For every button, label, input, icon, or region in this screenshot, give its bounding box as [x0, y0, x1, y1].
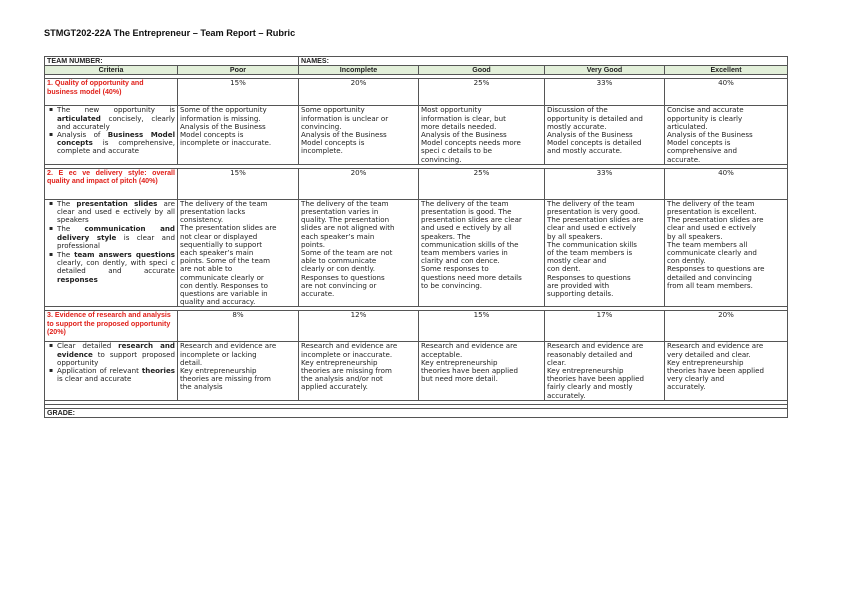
- descriptor-line: presentation varies in: [301, 207, 379, 217]
- criterion-1-poor-percentage: 15%: [178, 79, 299, 106]
- descriptor-line: presentation lacks: [180, 207, 246, 217]
- criterion-1-poor-descriptor: [178, 106, 299, 164]
- criterion-3-very-good-descriptor: [545, 342, 665, 400]
- descriptor-line: more details needed.: [421, 121, 497, 131]
- descriptor-line: articulated.: [667, 121, 708, 131]
- descriptor-line: Research and evidence are: [421, 341, 518, 351]
- criterion-1-bullets: [45, 106, 178, 164]
- descriptor-line: mostly accurate.: [547, 121, 607, 131]
- descriptor-line: information is clear, but: [421, 113, 506, 123]
- descriptor-line: presentation is very good.: [547, 207, 640, 217]
- descriptor-line: Some of the team are not: [301, 248, 393, 258]
- criterion-3-very-good-percentage: 17%: [545, 311, 665, 342]
- descriptor-line: and used e ectively by all: [421, 223, 512, 233]
- criterion-3-title: 3. Evidence of research and analysis to support the proposed opportunity (20%): [45, 311, 178, 342]
- column-header-incomplete: Incomplete: [299, 66, 419, 75]
- descriptor-line: Model concepts is: [180, 130, 244, 140]
- descriptor-line: applied accurately.: [301, 382, 368, 392]
- descriptor-line: mostly clear and: [547, 256, 607, 266]
- descriptor-line: Analysis of the Business: [180, 121, 266, 131]
- column-header-very-good: Very Good: [545, 66, 665, 75]
- criterion-2-good-percentage: 25%: [419, 168, 545, 199]
- descriptor-line: and mostly accurate.: [547, 146, 623, 156]
- descriptor-line: but need more detail.: [421, 374, 498, 384]
- descriptor-line: the analysis and/or not: [301, 374, 383, 384]
- descriptor-line: The team members all: [667, 239, 748, 249]
- descriptor-line: are not convincing or: [301, 280, 377, 290]
- descriptor-line: are not able to: [180, 264, 233, 274]
- column-header-criteria: Criteria: [45, 66, 178, 75]
- descriptor-line: detailed and convincing: [667, 272, 752, 282]
- descriptor-line: The delivery of the team: [180, 198, 268, 208]
- criterion-2-very-good-percentage: 33%: [545, 168, 665, 199]
- descriptor-line: opportunity is clearly: [667, 113, 743, 123]
- descriptor-line: Discussion of the: [547, 105, 608, 115]
- descriptor-line: incomplete or lacking: [180, 349, 257, 359]
- team-number-field[interactable]: [45, 57, 299, 66]
- descriptor-line: to be convincing.: [421, 280, 483, 290]
- descriptor-line: Analysis of the Business: [301, 130, 387, 140]
- descriptor-line: information is unclear or: [301, 113, 389, 123]
- team-number-label: TEAM NUMBER:: [47, 57, 103, 65]
- descriptor-line: presentation slides are clear: [421, 215, 522, 225]
- descriptor-line: Some responses to: [421, 264, 489, 274]
- descriptor-line: information is missing.: [180, 113, 261, 123]
- criterion-2-bullets: [45, 199, 178, 307]
- criterion-3-excellent-descriptor: [665, 342, 788, 400]
- criterion-2-bullet-2: ▪ The communication and delivery style is clear and professional: [57, 225, 175, 250]
- descriptor-line: accurately.: [547, 390, 586, 400]
- descriptor-line: speakers. The: [421, 231, 471, 241]
- descriptor-line: Some opportunity: [301, 105, 365, 115]
- criterion-2-excellent-percentage: 40%: [665, 168, 788, 199]
- descriptor-line: points. Some of the team: [180, 256, 271, 266]
- descriptor-line: Research and evidence are: [301, 341, 398, 351]
- descriptor-line: theories have been applied: [667, 366, 764, 376]
- descriptor-line: The delivery of the team: [301, 198, 389, 208]
- descriptor-line: questions are variable in: [180, 289, 268, 299]
- descriptor-line: clear and used e ectively: [667, 223, 757, 233]
- descriptor-line: theories are missing from: [180, 374, 271, 384]
- criterion-3-poor-percentage: 8%: [178, 311, 299, 342]
- criterion-1-very-good-percentage: 33%: [545, 79, 665, 106]
- descriptor-line: clear and used e ectively: [547, 223, 637, 233]
- column-header-excellent: Excellent: [665, 66, 788, 75]
- descriptor-line: very detailed and clear.: [667, 349, 751, 359]
- names-field[interactable]: [299, 57, 788, 66]
- descriptor-line: Research and evidence are: [547, 341, 644, 351]
- criterion-1-bullet-2: ▪ Analysis of Business Model concepts is comprehensive, complete and accurate: [57, 131, 175, 156]
- descriptor-line: presentation is excellent.: [667, 207, 757, 217]
- descriptor-line: quality. The presentation: [301, 215, 390, 225]
- descriptor-line: clearly or con dently.: [301, 264, 375, 274]
- descriptor-line: slides are not aligned with: [301, 223, 395, 233]
- descriptor-line: convincing.: [421, 154, 462, 164]
- descriptor-line: communicate clearly or: [180, 272, 264, 282]
- criterion-3-excellent-percentage: 20%: [665, 311, 788, 342]
- criterion-3-incomplete-descriptor: [299, 342, 419, 400]
- descriptor-line: fairly clearly and mostly: [547, 382, 633, 392]
- descriptor-line: The presentation slides are: [180, 223, 277, 233]
- criterion-2-title: 2. E ec ve delivery style: overall quality and impact of pitch (40%): [45, 168, 178, 199]
- criterion-3-percentage-row: [45, 311, 788, 342]
- descriptor-line: sequentially to support: [180, 239, 263, 249]
- criterion-2-incomplete-descriptor: [299, 199, 419, 307]
- descriptor-line: theories are missing from: [301, 366, 392, 376]
- descriptor-line: incomplete.: [301, 146, 343, 156]
- criterion-1-bullet-1: ▪ The new opportunity is articulated concisely, clearly and accurately: [57, 106, 175, 131]
- criterion-1-incomplete-percentage: 20%: [299, 79, 419, 106]
- document-title: STMGT202-22A The Entrepreneur – Team Report – Rubric: [44, 28, 296, 38]
- descriptor-line: Analysis of the Business: [547, 130, 633, 140]
- criterion-1-excellent-descriptor: [665, 106, 788, 164]
- descriptor-line: the analysis: [180, 382, 223, 392]
- criterion-3-good-descriptor: [419, 342, 545, 400]
- descriptor-line: Research and evidence are: [667, 341, 764, 351]
- descriptor-line: Analysis of the Business: [421, 130, 507, 140]
- descriptor-line: accurately.: [667, 382, 706, 392]
- descriptor-line: team members varies in: [421, 248, 508, 258]
- descriptor-line: Key entrepreneurship: [667, 357, 744, 367]
- descriptor-line: accurate.: [667, 154, 701, 164]
- descriptor-line: questions need more details: [421, 272, 522, 282]
- descriptor-line: acceptable.: [421, 349, 463, 359]
- descriptor-line: of the team members is: [547, 248, 633, 258]
- descriptor-line: The presentation slides are: [667, 215, 764, 225]
- descriptor-line: convincing.: [301, 121, 342, 131]
- descriptor-line: presentation is good. The: [421, 207, 512, 217]
- descriptor-line: by all speakers.: [547, 231, 603, 241]
- descriptor-line: theories have been applied: [547, 374, 644, 384]
- criterion-3-good-percentage: 15%: [419, 311, 545, 342]
- descriptor-line: consistency.: [180, 215, 224, 225]
- criterion-3-bullets: [45, 342, 178, 400]
- criterion-3-bullet-1: ▪ Clear detailed research and evidence to support proposed opportunity: [57, 342, 175, 367]
- descriptor-line: are provided with: [547, 280, 610, 290]
- descriptor-line: Model concepts needs more: [421, 138, 521, 148]
- column-header-good: Good: [419, 66, 545, 75]
- descriptor-line: con dently. Responses to: [180, 280, 268, 290]
- descriptor-line: quality and accuracy.: [180, 297, 256, 307]
- descriptor-line: The delivery of the team: [547, 198, 635, 208]
- descriptor-line: very clearly and: [667, 374, 725, 384]
- descriptor-line: supporting details.: [547, 289, 614, 299]
- descriptor-line: comprehensive and: [667, 146, 737, 156]
- grade-row: [45, 408, 788, 417]
- descriptor-line: communication skills of the: [421, 239, 519, 249]
- descriptor-line: con dently.: [667, 256, 706, 266]
- descriptor-line: clear.: [547, 357, 567, 367]
- descriptor-line: reasonably detailed and: [547, 349, 633, 359]
- criterion-2-poor-descriptor: [178, 199, 299, 307]
- descriptor-line: Concise and accurate: [667, 105, 744, 115]
- descriptor-line: Research and evidence are: [180, 341, 277, 351]
- criterion-2-descriptor-row: [45, 199, 788, 307]
- criterion-2-poor-percentage: 15%: [178, 168, 299, 199]
- criterion-1-incomplete-descriptor: [299, 106, 419, 164]
- criterion-2-incomplete-percentage: 20%: [299, 168, 419, 199]
- criterion-2-excellent-descriptor: [665, 199, 788, 307]
- criterion-1-good-percentage: 25%: [419, 79, 545, 106]
- criterion-2-bullet-1: ▪ The presentation slides are clear and used e ectively by all speakers: [57, 200, 175, 225]
- descriptor-line: communicate clearly and: [667, 248, 757, 258]
- descriptor-line: Responses to questions: [547, 272, 631, 282]
- team-info-row: [45, 57, 788, 66]
- column-header-poor: Poor: [178, 66, 299, 75]
- criterion-2-percentage-row: [45, 168, 788, 199]
- descriptor-line: The presentation slides are: [547, 215, 644, 225]
- descriptor-line: The communication skills: [547, 239, 637, 249]
- descriptor-line: speci c details to be: [421, 146, 492, 156]
- descriptor-line: opportunity is detailed and: [547, 113, 643, 123]
- descriptor-line: theories have been applied: [421, 366, 518, 376]
- descriptor-line: incomplete or inaccurate.: [301, 349, 393, 359]
- criterion-3-bullet-2: ▪ Application of relevant theories is clear and accurate: [57, 367, 175, 383]
- descriptor-line: Responses to questions: [301, 272, 385, 282]
- criterion-3-descriptor-row: [45, 342, 788, 400]
- descriptor-line: Model concepts is detailed: [547, 138, 642, 148]
- descriptor-line: Key entrepreneurship: [180, 366, 257, 376]
- descriptor-line: Some of the opportunity: [180, 105, 267, 115]
- descriptor-line: Key entrepreneurship: [301, 357, 378, 367]
- descriptor-line: Key entrepreneurship: [547, 366, 624, 376]
- descriptor-line: The delivery of the team: [421, 198, 509, 208]
- descriptor-line: points.: [301, 239, 326, 249]
- descriptor-line: Responses to questions are: [667, 264, 765, 274]
- names-label: NAMES:: [301, 57, 329, 65]
- criterion-3-poor-descriptor: [178, 342, 299, 400]
- criterion-1-title: 1. Quality of opportunity and business model (40%): [45, 79, 178, 106]
- criterion-2-very-good-descriptor: [545, 199, 665, 307]
- descriptor-line: each speaker’s main: [301, 231, 375, 241]
- criterion-1-very-good-descriptor: [545, 106, 665, 164]
- descriptor-line: con dent.: [547, 264, 581, 274]
- descriptor-line: able to communicate: [301, 256, 377, 266]
- criterion-2-good-descriptor: [419, 199, 545, 307]
- descriptor-line: accurate.: [301, 289, 335, 299]
- criterion-2-bullet-3: ▪ The team answers questions clearly, con dently, with speci c detailed and accurate responses: [57, 251, 175, 284]
- descriptor-line: detail.: [180, 357, 203, 367]
- column-header-row: [45, 66, 788, 75]
- descriptor-line: from all team members.: [667, 280, 753, 290]
- criterion-1-excellent-percentage: 40%: [665, 79, 788, 106]
- criterion-1-percentage-row: [45, 79, 788, 106]
- rubric-table: [44, 56, 788, 418]
- descriptor-line: Key entrepreneurship: [421, 357, 498, 367]
- descriptor-line: clarity and con dence.: [421, 256, 500, 266]
- descriptor-line: Model concepts is: [667, 138, 731, 148]
- grade-field[interactable]: [45, 408, 788, 417]
- descriptor-line: each speaker’s main: [180, 248, 254, 258]
- descriptor-line: incomplete or inaccurate.: [180, 138, 272, 148]
- descriptor-line: not clear or displayed: [180, 231, 258, 241]
- descriptor-line: Most opportunity: [421, 105, 482, 115]
- criterion-3-incomplete-percentage: 12%: [299, 311, 419, 342]
- grade-label: GRADE:: [47, 408, 75, 417]
- descriptor-line: Model concepts is: [301, 138, 365, 148]
- descriptor-line: Analysis of the Business: [667, 130, 753, 140]
- descriptor-line: by all speakers.: [667, 231, 723, 241]
- descriptor-line: The delivery of the team: [667, 198, 755, 208]
- criterion-1-descriptor-row: [45, 106, 788, 164]
- criterion-1-good-descriptor: [419, 106, 545, 164]
